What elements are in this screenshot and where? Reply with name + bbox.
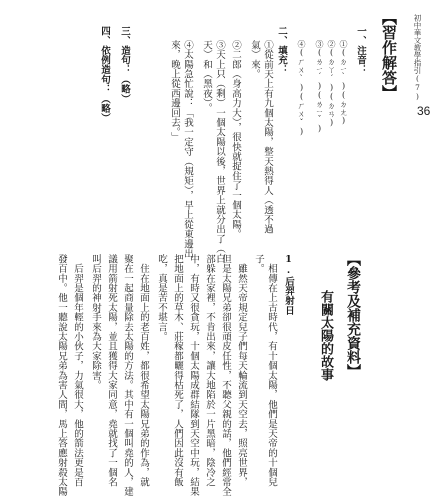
story-line-14: 發百中。他一聽說太陽兄弟為害人間，馬上答應射殺太陽 bbox=[56, 254, 67, 497]
story-line-10: 聚在一起商量除去太陽的方法。其中有一個叫堯的人，建 bbox=[122, 254, 133, 497]
story-subheading: 1.后羿射日 bbox=[283, 254, 294, 316]
q2-line-1: ①從前天上有九個太陽，整天熱得人（透不過 bbox=[262, 40, 273, 234]
exercise-section-title: 【習作解答】 bbox=[380, 10, 398, 100]
q1-item-1: ①(ㄉㄧˋ)(ㄉㄤ) bbox=[339, 40, 348, 126]
story-line-11: 議用箭射死太陽，並且獲得大家同意，堯就找了一個名 bbox=[106, 254, 117, 487]
story-line-1: 相傳在上古時代，有十個太陽，他們是天帝的十個兒 bbox=[266, 254, 277, 487]
q2-line-5: 天）和（黑夜）。 bbox=[201, 40, 212, 113]
q2-heading: 二、填充： bbox=[276, 26, 287, 75]
story-line-3: 雖然天帝規定兒子們每天輪流到天空去，照亮世界， bbox=[236, 254, 247, 487]
reference-section-title: 【參考及補充資料】 bbox=[345, 252, 361, 378]
q2-line-2: 氣）來。 bbox=[249, 40, 260, 79]
q2-line-6: ④太陽急忙說：「我一定守（規矩），早上從東邊出 bbox=[182, 40, 193, 259]
story-line-9: 住在地面上的老百姓，都很希望太陽兄弟的作為，就 bbox=[138, 254, 149, 487]
q2-line-3: ②二郎（身高力大），很快就捉住了一個太陽。 bbox=[230, 40, 241, 239]
story-line-13: 后羿是個年輕的小伙子，力氣很大，他的箭法更是百 bbox=[72, 254, 83, 487]
q1-heading: 一、注音： bbox=[355, 26, 366, 75]
q1-item-4: ④(ㄏㄨˋ)(ㄏㄨˇ) bbox=[297, 40, 306, 137]
running-header: 初中華文教學指引(7) bbox=[413, 14, 422, 101]
story-line-5: 部躲在家裡，不肯出來，讓大地陷於一片黑暗，陰冷之 bbox=[204, 254, 215, 487]
story-line-7: 把地面上的草木、莊稼都曬得枯死了，人們因此沒有飯 bbox=[172, 254, 183, 487]
q1-item-3: ③(ㄌㄧˊ)(ㄌㄧˇ) bbox=[315, 40, 324, 133]
q2-line-7: 來，晚上從西邊回去。」 bbox=[169, 40, 180, 142]
q3-heading: 三、造句：（略） bbox=[119, 26, 130, 104]
story-line-4: 但是太陽兄弟卻很頑皮任性，不聽父親的話，他們經常全 bbox=[220, 254, 231, 497]
story-line-12: 叫后羿的神射手來為大家除害。 bbox=[90, 254, 101, 390]
q1-item-2: ②(ㄉㄚˊ)(ㄉㄢ) bbox=[327, 40, 336, 127]
story-line-2: 子。 bbox=[253, 254, 264, 274]
page-number: 36 bbox=[417, 104, 431, 118]
story-line-8: 吃，真是苦不堪言。 bbox=[156, 254, 167, 342]
story-title: 有關太陽的故事 bbox=[318, 290, 333, 381]
story-line-6: 中，有時又很貪玩，十個太陽成群結隊到天空中玩，結果 bbox=[188, 254, 199, 497]
q2-line-4: ③天上只（剩）一個太陽以後，世界上就分出了（白 bbox=[214, 40, 225, 264]
q4-heading: 四、依例造句：（略） bbox=[99, 26, 110, 123]
